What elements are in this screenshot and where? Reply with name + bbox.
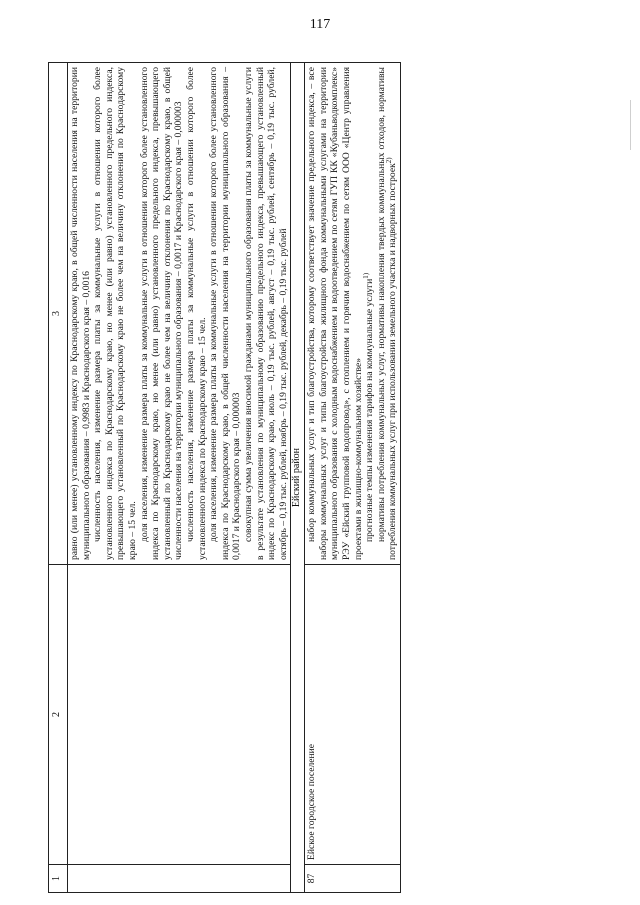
table-header-row (49, 63, 68, 893)
scan-artifact-line (630, 100, 631, 150)
continuation-paragraph: численность населения, изменение размера платы за коммунальные услуги в отношении которого более установленного индекса по Краснодарскому краю, но менее (или равно) установленного предельного индекса, превышающего установленный по Краснодарскому краю не более чем на величину отклонения по Краснодарскому краю – 15 чел. (92, 67, 138, 560)
continuation-paragraph: численность населения, изменение размера платы за коммунальные услуги в отношении которого более установленного индекса по Краснодарскому краю – 15 чел. (184, 67, 208, 560)
continuation-paragraph: доля населения, изменение размера платы за коммунальные услуги в отношении которого более установленного индекса по Краснодарскому краю, но менее (или равно) установленного предельного индекса, превышающего установленный по Краснодарскому краю не более чем на величину отклонения по Краснодарскому краю, в общей численности населения на территории муниципального образования – 0,0017 и Краснодарского края – 0,000003 (138, 67, 185, 560)
municipality-name: Ейское городское поселение (305, 565, 401, 865)
row-paragraph-text: нормативы потребления коммунальных услуг, нормативы накопления твердых коммунальных отходов, нормативы потребления коммунальных услуг при использовании земельного участка и надворных построек (375, 67, 399, 560)
continuation-row (68, 63, 291, 893)
row-paragraph: набор коммунальных услуг и тип благоустройства, которому соответствует значение предельного индекса, – все наборы коммунальных услуг и типы благоустройства жилищного фонда коммунальными услугами на территории муниципального образования с холодным водоснабжением и водоотведением по сетям ГУП КК «Кубаньводкомплекс» РЭУ «Ейский групповой водопровод», с отоплением и горячим водоснабжением по сетям ООО «Центр управления проектами в жилищно-коммунальном хозяйстве» (306, 67, 364, 560)
continuation-paragraph: совокупная сумма увеличения вносимой гражданами муниципального образования платы за коммунальные услуги в результате установления по муниципальному образованию предельного индекса, превышающего установленный индекс по Краснодарскому краю, июль – 0,19 тыс. рублей, август – 0,19 тыс. рублей, сентябрь – 0,19 тыс. рублей, октябрь – 0,19 тыс. рублей, ноябрь – 0,19 тыс. рублей, декабрь – 0,19 тыс. рублей (242, 67, 289, 560)
table-row (305, 63, 401, 893)
region-row (291, 63, 305, 893)
row-details-cell (305, 63, 401, 565)
header-col-1: 1 (49, 865, 68, 893)
continuation-details-cell (68, 63, 291, 565)
tariff-index-table (48, 62, 401, 893)
continuation-paragraph: равно (или менее) установленному индексу по Краснодарскому краю, в общей численности населения на территории муниципального образования – 0,9983 и Краснодарского края – 0,0016 (69, 67, 92, 560)
row-number: 87 (305, 865, 401, 893)
continuation-name-cell (68, 565, 291, 865)
footnote-marker: 2) (385, 157, 394, 164)
page-number: 117 (309, 17, 331, 32)
header-col-3: 3 (49, 63, 68, 565)
continuation-number-cell (68, 865, 291, 893)
row-paragraph-text: прогнозные темпы изменения тарифов на коммунальные услуги (364, 278, 376, 542)
row-paragraph-with-footnote (364, 67, 376, 560)
row-paragraph-with-footnote (376, 67, 399, 560)
region-heading: Ейский район (291, 63, 305, 893)
header-col-2: 2 (49, 565, 68, 865)
rotated-table-container (48, 63, 598, 893)
continuation-paragraph: доля населения, изменение размера платы за коммунальные услуги в отношении которого более установленного индекса по Краснодарскому краю, в общей численности населения на территории муниципального образования – 0,0017 и Краснодарского края – 0,000003 (208, 67, 243, 560)
footnote-marker: 1) (362, 272, 371, 279)
